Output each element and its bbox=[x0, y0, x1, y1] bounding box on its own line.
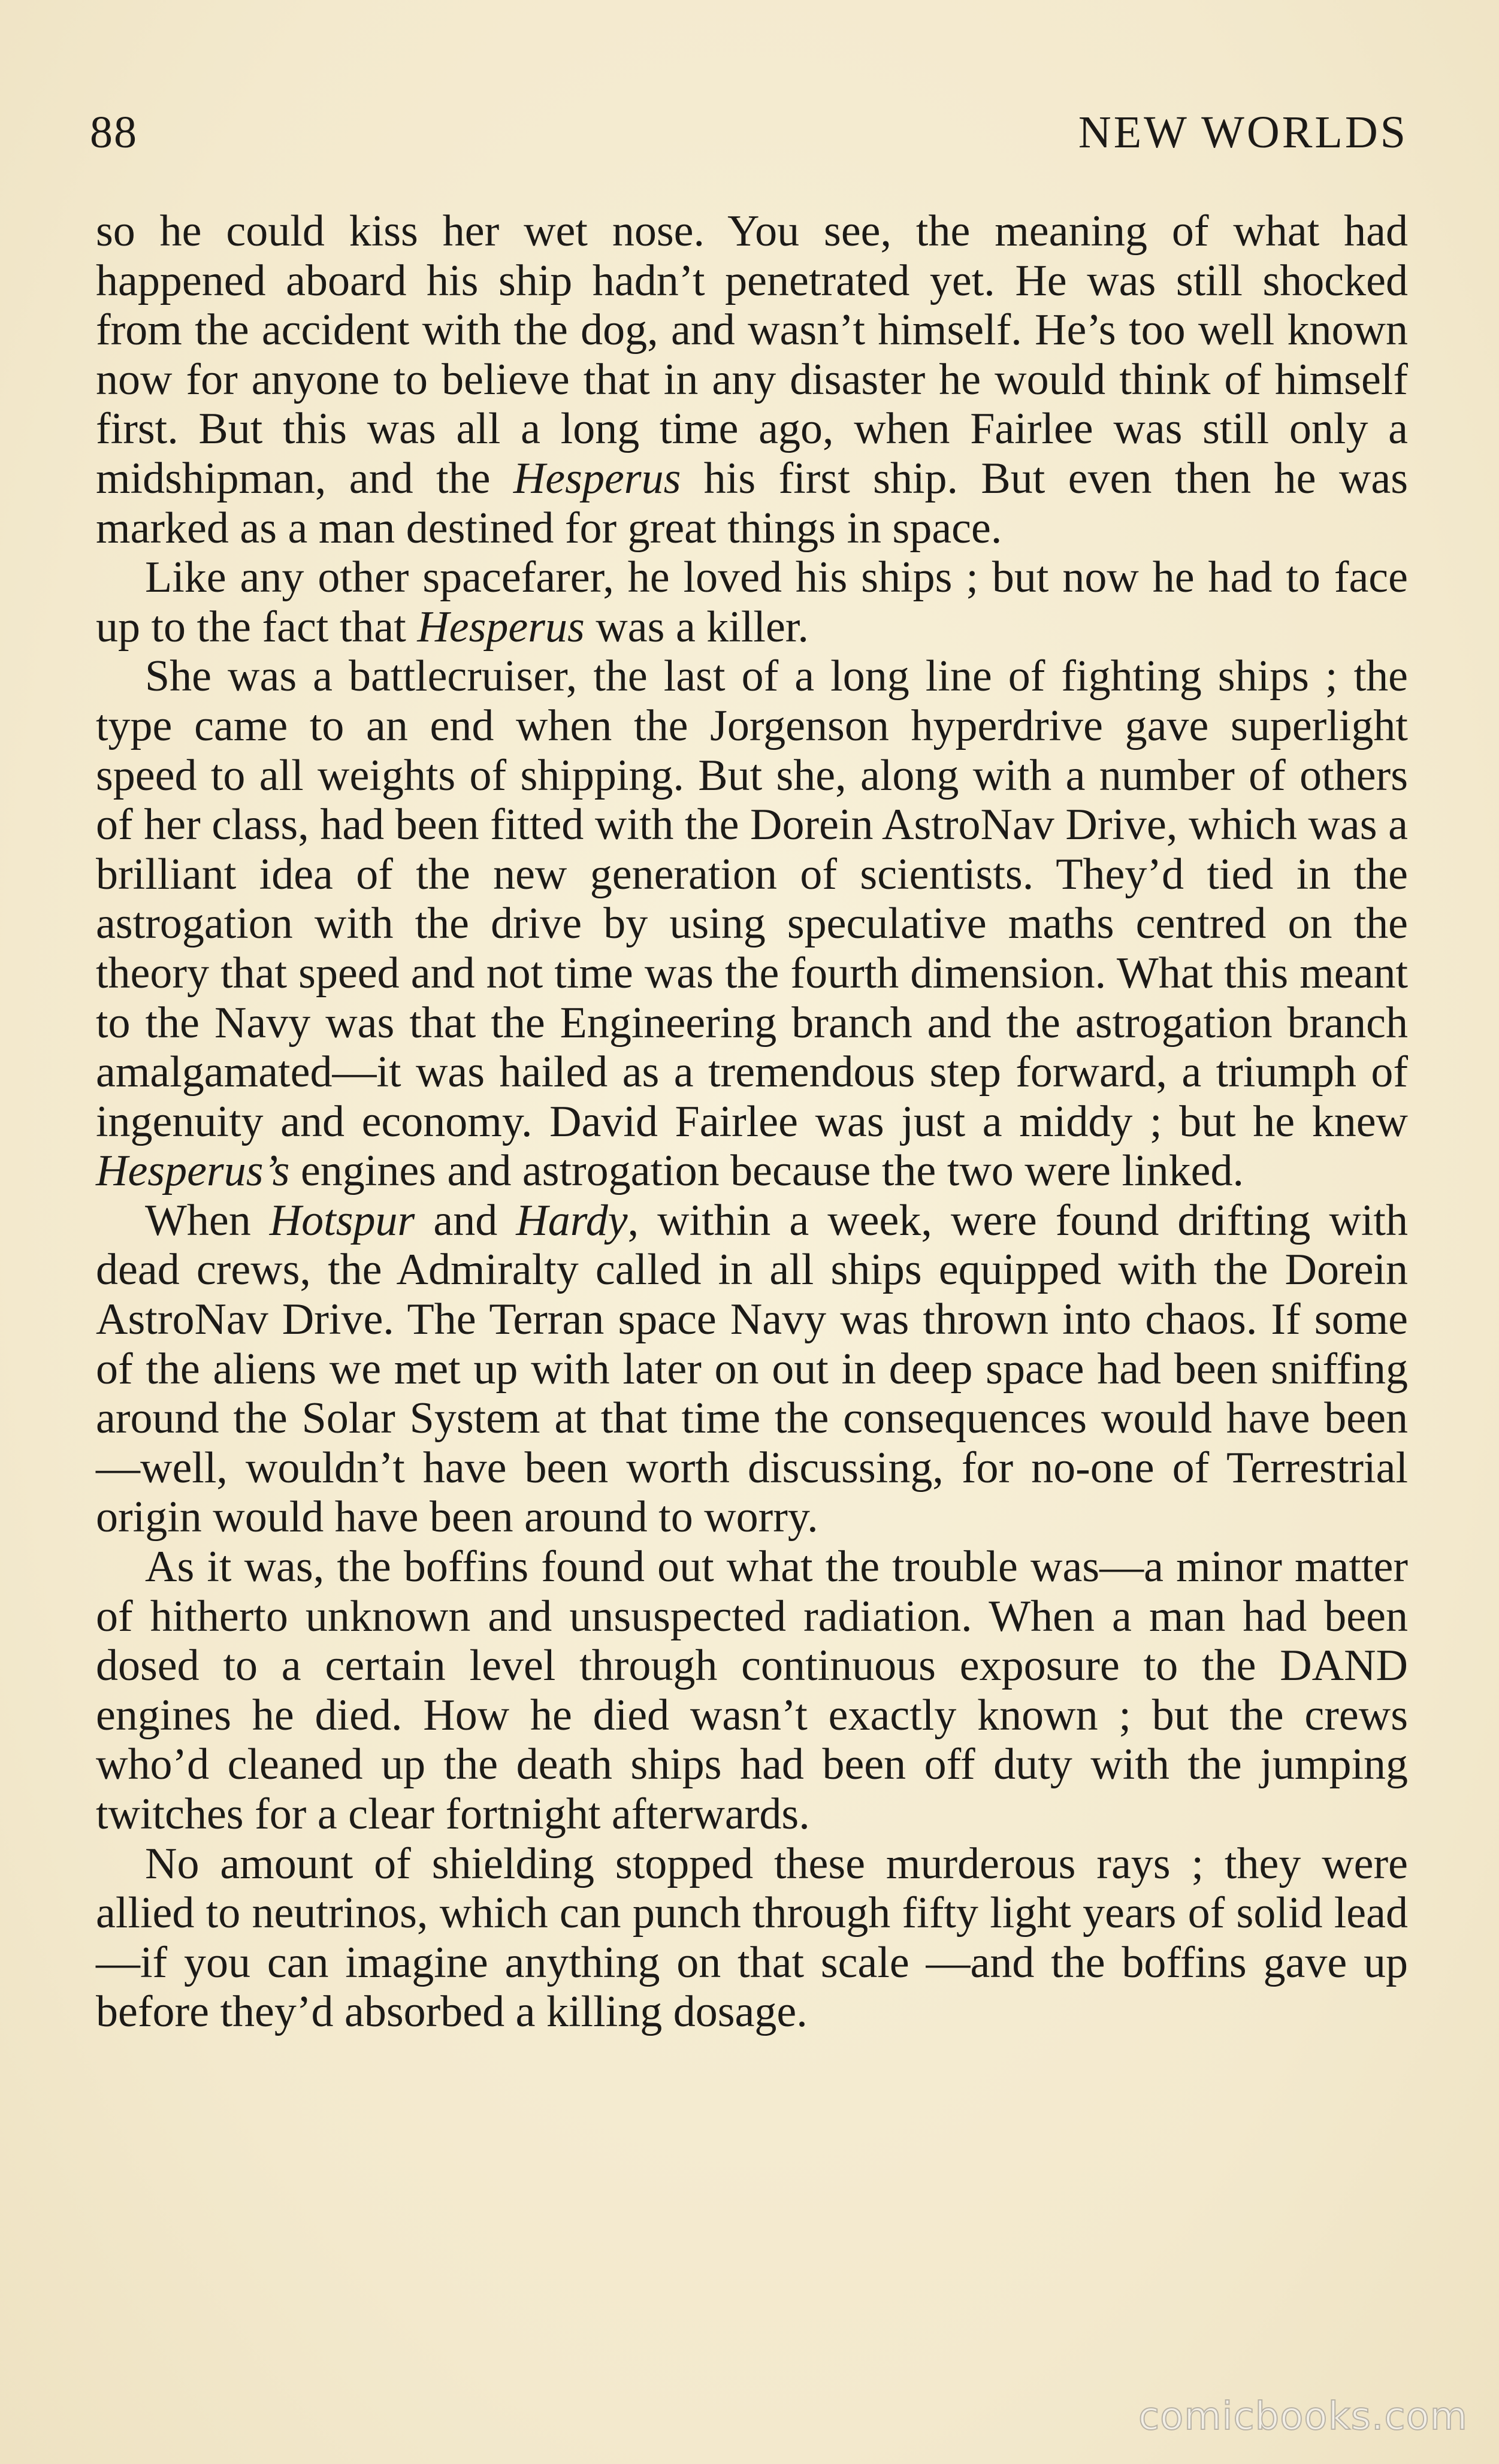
paragraph bbox=[96, 553, 1408, 652]
text-run: engines and astrogation because the two were linked. bbox=[289, 1146, 1244, 1196]
paragraph bbox=[96, 652, 1408, 1196]
italic-title: Hesperus’s bbox=[96, 1146, 290, 1196]
body-text bbox=[96, 207, 1408, 2037]
italic-title: Hotspur bbox=[269, 1195, 415, 1245]
italic-title: Hesperus bbox=[513, 453, 681, 503]
text-run: was a killer. bbox=[584, 602, 809, 652]
text-run: , within a week, were found drifting with dead crews, the Admiralty called in all ships equipped with the Dorein AstroNav Drive. The Terran space Navy was thrown into chaos. If some of the aliens we met up with later on out in deep space had been sniffing around the Solar System at that time the consequences would have been—well, wouldn’t have been worth discussing, for no-one of Terrestrial origin would have been around to worry. bbox=[96, 1195, 1408, 1542]
text-run: and bbox=[415, 1195, 516, 1245]
text-run: Like any other spacefarer, he loved his ships ; but now he had to face up to the fact that bbox=[96, 553, 1408, 652]
paragraph bbox=[96, 1196, 1408, 1542]
running-title: NEW WORLDS bbox=[1078, 107, 1408, 158]
italic-title: Hesperus bbox=[417, 602, 585, 652]
paragraph bbox=[96, 1542, 1408, 1839]
text-run: She was a battlecruiser, the last of a long line of fighting ships ; the type came to an end when the Jorgenson hyperdrive gave superlight speed to all weights of shipping. But she, along with a number of others of her class, had been fitted with the Dorein AstroNav Drive, which was a brilliant idea of the new generation of scientists. They’d tied in the astrogation with the drive by using speculative maths centred on the theory that speed and not time was the fourth dimension. What this meant to the Navy was that the Engineering branch and the astrogation branch amalgamated—it was hailed as a tremendous step forward, a triumph of ingenuity and economy. David Fairlee was just a middy ; but he knew bbox=[96, 652, 1408, 1146]
text-run: When bbox=[145, 1195, 270, 1245]
watermark: comicbooks.com bbox=[1138, 2395, 1468, 2439]
text-run: As it was, the boffins found out what the trouble was—a minor matter of hitherto unknown and unsuspected radiation. When a man had been dosed to a certain level through continuous exposure to the DAND engines he died. How he died wasn’t exactly known ; but the crews who’d cleaned up the death ships had been off duty with the jumping twitches for a clear fortnight afterwards. bbox=[96, 1542, 1408, 1839]
text-run: his first ship. But even then he was marked as a man destined for great things in space. bbox=[96, 453, 1408, 553]
page-header bbox=[90, 107, 1408, 161]
page-number: 88 bbox=[90, 107, 138, 158]
paragraph bbox=[96, 1839, 1408, 2037]
paragraph bbox=[96, 207, 1408, 553]
italic-title: Hardy bbox=[516, 1195, 628, 1245]
text-run: No amount of shielding stopped these murderous rays ; they were allied to neutrinos, which can punch through fifty light years of solid lead—if you can imagine anything on that scale —and the boffins gave up before they’d absorbed a killing dosage. bbox=[96, 1839, 1408, 2037]
text-run: so he could kiss her wet nose. You see, the meaning of what had happened aboard his ship hadn’t penetrated yet. He was still shocked from the accident with the dog, and wasn’t himself. He’s too well known now for anyone to believe that in any disaster he would think of himself first. But this was all a long time ago, when Fairlee was still only a midshipman, and the bbox=[96, 207, 1408, 503]
